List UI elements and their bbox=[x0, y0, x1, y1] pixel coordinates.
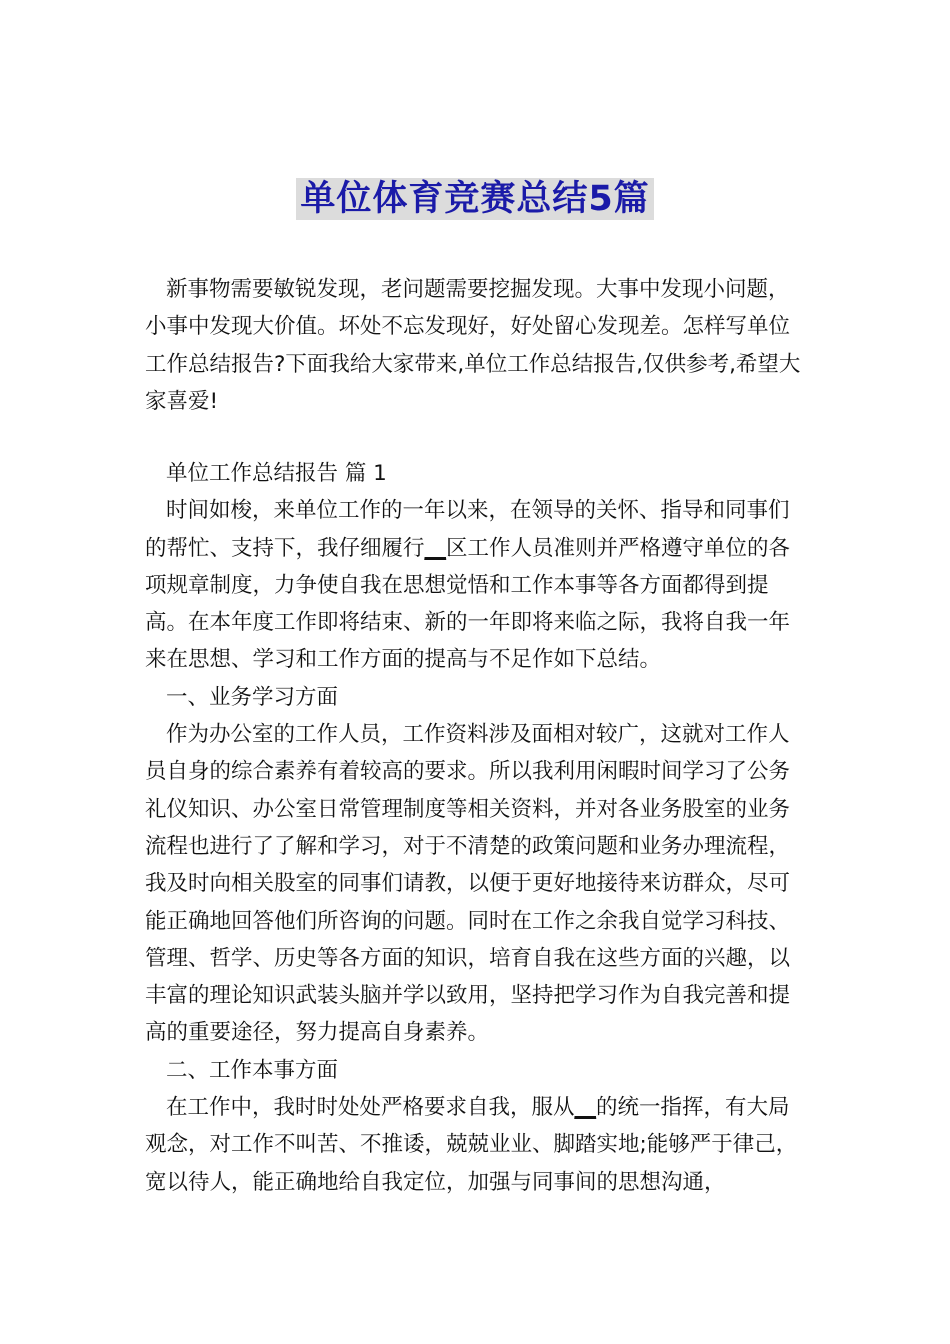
subheading-study: 一、业务学习方面 bbox=[166, 684, 339, 710]
paragraph-3-part-a: 在工作中，我时时处处严格要求自我，服从 bbox=[166, 1095, 575, 1121]
paragraph-3-part-b: 的统一指挥，有大局观念，对工作不叫苦、不推诿，兢兢业业、脚踏实地;能够严于律己，宽以待人，能正确地给自我定位，加强与同事间的思想沟通， bbox=[145, 1095, 798, 1195]
paragraph-1-part-a: 时间如梭，来单位工作的一年以来，在领导的关怀、指导和同事们的帮忙、支持下，我仔细履行 bbox=[145, 498, 790, 561]
intro-section bbox=[145, 271, 807, 420]
paragraph-2: 作为办公室的工作人员，工作资料涉及面相对较广，这就对工作人员自身的综合素养有着较高的要求。所以我利用闲暇时间学习了公务礼仪知识、办公室日常管理制度等相关资料，并对各业务股室的业务流程也进行了了解和学习，对于不清楚的政策问题和业务办理流程，我及时向相关股室的同事们请教，以便于更好地接待来访群众，尽可能正确地回答他们所咨询的问题。同时在工作之余我自觉学习科技、管理、哲学、历史等各方面的知识，培育自我在这些方面的兴趣，以丰富的理论知识武装头脑并学以致用，坚持把学习作为自我完善和提高的重要途径，努力提高自身素养。 bbox=[145, 722, 791, 1046]
intro-paragraph: 新事物需要敏锐发现，老问题需要挖掘发现。大事中发现小问题，小事中发现大价值。坏处不忘发现好，好处留心发现差。怎样写单位工作总结报告?下面我给大家带来,单位工作总结报告,仅供参考,希望大家喜爱! bbox=[145, 277, 801, 414]
section-heading: 单位工作总结报告 篇 1 bbox=[166, 461, 387, 486]
paragraph-1 bbox=[145, 492, 807, 678]
paragraph-1-part-b: 区工作人员准则并严格遵守单位的各项规章制度，力争使自我在思想觉悟和工作本事等各方面都得到提高。在本年度工作即将结束、新的一年即将来临之际，我将自我一年来在思想、学习和工作方面的提高与不足作如下总结。 bbox=[145, 535, 791, 673]
subheading-ability: 二、工作本事方面 bbox=[166, 1057, 339, 1083]
paragraph-1-blank: __ bbox=[424, 535, 447, 561]
paragraph-3-blank: __ bbox=[574, 1095, 597, 1121]
paragraph-3 bbox=[145, 1089, 807, 1201]
report-section bbox=[145, 455, 807, 1201]
document-title: 单位体育竞赛总结5篇 bbox=[296, 178, 653, 220]
title-container bbox=[0, 178, 950, 220]
